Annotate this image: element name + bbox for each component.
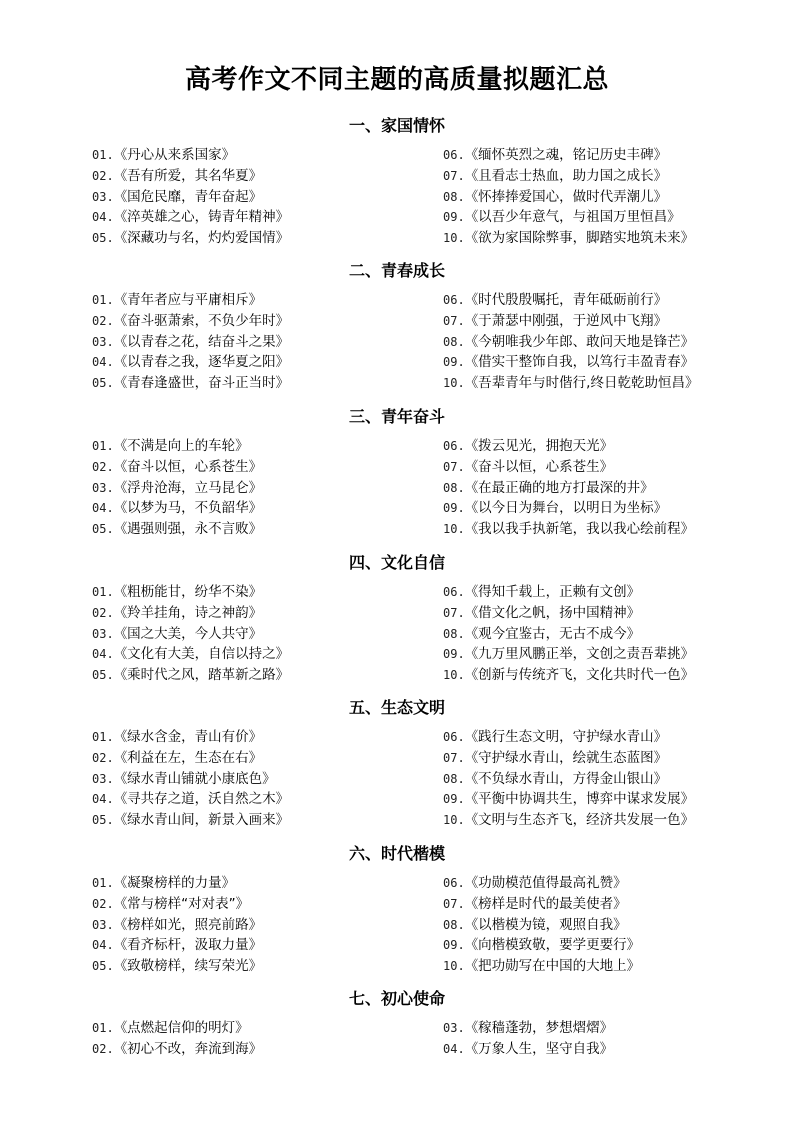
title-list-right xyxy=(443,582,763,686)
list-item xyxy=(443,478,763,499)
title-list-left xyxy=(92,436,437,540)
item-number: 07. xyxy=(443,605,465,620)
item-number: 02. xyxy=(92,313,114,328)
item-number: 03. xyxy=(92,771,114,786)
essay-title: 《以吾少年意气，与祖国万里恒昌》 xyxy=(464,209,681,226)
essay-title: 《奋斗驱萧索，不负少年时》 xyxy=(113,312,290,329)
item-number: 03. xyxy=(92,626,114,641)
essay-title: 《万象人生，坚守自我》 xyxy=(464,1040,614,1057)
item-number: 03. xyxy=(443,1021,465,1035)
list-item xyxy=(92,582,437,603)
essay-title: 《得知千载上，正赖有文创》 xyxy=(464,584,641,600)
item-number: 07. xyxy=(443,896,465,911)
item-number: 10. xyxy=(443,522,465,537)
essay-title: 《初心不改，奔流到海》 xyxy=(113,1040,263,1057)
essay-title: 《九万里风鹏正举，文创之责吾辈挑》 xyxy=(464,646,695,663)
list-item xyxy=(92,228,437,249)
essay-title: 《不负绿水青山，方得金山银山》 xyxy=(464,770,668,787)
essay-title: 《以今日为舞台，以明日为坐标》 xyxy=(464,500,668,517)
section-heading: 一、家国情怀 xyxy=(348,116,445,135)
item-number: 09. xyxy=(443,792,465,807)
title-list-left xyxy=(92,727,437,831)
section xyxy=(0,115,794,262)
item-number: 07. xyxy=(443,313,465,328)
essay-title: 《我以我手执新笔，我以我心绘前程》 xyxy=(464,521,695,538)
list-item xyxy=(443,748,763,769)
item-number: 04. xyxy=(92,938,114,953)
list-item xyxy=(92,624,437,645)
list-item xyxy=(443,665,763,686)
essay-title: 《乘时代之风，踏革新之路》 xyxy=(113,667,290,684)
document-title: 高考作文不同主题的高质量拟题汇总 xyxy=(184,65,609,95)
essay-title: 《青年者应与平庸相斥》 xyxy=(113,292,263,308)
list-item xyxy=(92,810,437,831)
list-item xyxy=(92,748,437,769)
title-list-right xyxy=(443,1018,763,1060)
list-item xyxy=(443,166,763,187)
item-number: 09. xyxy=(443,355,465,370)
item-number: 09. xyxy=(443,210,465,225)
essay-title: 《守护绿水青山，绘就生态蓝图》 xyxy=(464,749,668,766)
essay-title: 《看齐标杆，汲取力量》 xyxy=(113,937,263,954)
section-heading: 四、文化自信 xyxy=(348,553,445,572)
list-item xyxy=(443,457,763,478)
list-item xyxy=(443,956,763,977)
item-number: 10. xyxy=(443,668,465,683)
essay-title: 《功勋模范值得最高礼赞》 xyxy=(464,875,627,891)
list-item xyxy=(443,769,763,790)
essay-title: 《平衡中协调共生，博弈中谋求发展》 xyxy=(464,791,695,808)
essay-title: 《奋斗以恒，心系苍生》 xyxy=(113,458,263,475)
essay-title: 《致敬榜样，续写荣光》 xyxy=(113,958,263,975)
item-number: 01. xyxy=(92,585,114,599)
list-item xyxy=(443,810,763,831)
essay-title: 《绿水含金，青山有价》 xyxy=(113,729,263,745)
item-number: 05. xyxy=(92,668,114,683)
list-item xyxy=(443,644,763,665)
list-item xyxy=(443,1018,763,1039)
essay-title: 《奋斗以恒，心系苍生》 xyxy=(464,458,614,475)
item-number: 02. xyxy=(92,750,114,765)
item-number: 01. xyxy=(92,730,114,744)
item-number: 01. xyxy=(92,876,114,890)
item-number: 05. xyxy=(92,376,114,391)
item-number: 01. xyxy=(92,439,114,453)
section-heading: 三、青年奋斗 xyxy=(348,407,445,426)
essay-title: 《欲为家国除弊事，脚踏实地筑未来》 xyxy=(464,230,695,247)
list-item xyxy=(92,789,437,810)
section xyxy=(0,552,794,699)
title-list-left xyxy=(92,1018,437,1060)
essay-title: 《拨云见光，拥抱天光》 xyxy=(464,438,614,454)
list-item xyxy=(92,352,437,373)
section-heading: 六、时代楷模 xyxy=(348,844,445,863)
list-item xyxy=(92,290,437,311)
list-item xyxy=(443,894,763,915)
title-list-left xyxy=(92,873,437,977)
list-item xyxy=(92,436,437,457)
item-number: 03. xyxy=(92,480,114,495)
list-item xyxy=(443,207,763,228)
list-item xyxy=(443,290,763,311)
item-number: 02. xyxy=(92,1041,114,1056)
essay-title: 《丹心从来系国家》 xyxy=(113,147,236,163)
essay-title: 《今朝唯我少年郎、敢问天地是锋芒》 xyxy=(464,333,695,350)
item-number: 04. xyxy=(92,501,114,516)
list-item xyxy=(443,436,763,457)
essay-title: 《怀捧捧爱国心，做时代弄潮儿》 xyxy=(464,188,668,205)
item-number: 05. xyxy=(92,522,114,537)
list-item xyxy=(92,498,437,519)
list-item xyxy=(443,624,763,645)
item-number: 01. xyxy=(92,293,114,307)
item-number: 09. xyxy=(443,647,465,662)
list-item xyxy=(443,873,763,894)
title-list-right xyxy=(443,727,763,831)
essay-title: 《以梦为马，不负韶华》 xyxy=(113,500,263,517)
item-number: 06. xyxy=(443,585,465,599)
essay-title: 《深藏功与名，灼灼爱国情》 xyxy=(113,230,290,247)
essay-title: 《稼穑蓬勃，梦想熠熠》 xyxy=(464,1020,614,1036)
essay-title: 《榜样是时代的最美使者》 xyxy=(464,895,627,912)
list-item xyxy=(443,187,763,208)
title-list-left xyxy=(92,582,437,686)
list-item xyxy=(92,873,437,894)
list-item xyxy=(92,915,437,936)
item-number: 02. xyxy=(92,168,114,183)
item-number: 01. xyxy=(92,148,114,162)
title-list-right xyxy=(443,873,763,977)
list-item xyxy=(92,457,437,478)
item-number: 04. xyxy=(92,210,114,225)
list-item xyxy=(92,478,437,499)
item-number: 10. xyxy=(443,813,465,828)
essay-title: 《淬英雄之心，铸青年精神》 xyxy=(113,209,290,226)
essay-title: 《文化有大美，自信以持之》 xyxy=(113,646,290,663)
essay-title: 《借实干整饰自我，以笃行丰盈青春》 xyxy=(464,354,695,371)
list-item xyxy=(92,935,437,956)
section xyxy=(0,697,794,844)
list-item xyxy=(92,187,437,208)
section xyxy=(0,406,794,553)
list-item xyxy=(92,166,437,187)
essay-title: 《且看志士热血，助力国之成长》 xyxy=(464,167,668,184)
item-number: 08. xyxy=(443,480,465,495)
section xyxy=(0,988,794,1135)
item-number: 03. xyxy=(92,189,114,204)
essay-title: 《绿水青山间，新景入画来》 xyxy=(113,812,290,829)
essay-title: 《吾辈青年与时偕行,终日乾乾助恒昌》 xyxy=(464,375,699,392)
item-number: 01. xyxy=(92,1021,114,1035)
list-item xyxy=(92,727,437,748)
list-item xyxy=(443,352,763,373)
section-heading: 二、青春成长 xyxy=(348,261,445,280)
list-item xyxy=(443,228,763,249)
list-item xyxy=(443,311,763,332)
list-item xyxy=(443,332,763,353)
item-number: 09. xyxy=(443,938,465,953)
item-number: 09. xyxy=(443,501,465,516)
essay-title: 《文明与生态齐飞，经济共发展一色》 xyxy=(464,812,695,829)
essay-title: 《向楷模致敬，要学更要行》 xyxy=(464,937,641,954)
title-list-right xyxy=(443,290,763,394)
item-number: 08. xyxy=(443,626,465,641)
essay-title: 《羚羊挂角，诗之神韵》 xyxy=(113,604,263,621)
essay-title: 《以青春之花，结奋斗之果》 xyxy=(113,333,290,350)
list-item xyxy=(92,665,437,686)
item-number: 08. xyxy=(443,917,465,932)
list-item xyxy=(92,603,437,624)
item-number: 05. xyxy=(92,231,114,246)
item-number: 07. xyxy=(443,459,465,474)
item-number: 05. xyxy=(92,959,114,974)
essay-title: 《凝聚榜样的力量》 xyxy=(113,875,236,891)
item-number: 05. xyxy=(92,813,114,828)
item-number: 06. xyxy=(443,730,465,744)
essay-title: 《不满是向上的车轮》 xyxy=(113,438,249,454)
essay-title: 《借文化之帆，扬中国精神》 xyxy=(464,604,641,621)
list-item xyxy=(443,498,763,519)
item-number: 02. xyxy=(92,459,114,474)
item-number: 08. xyxy=(443,771,465,786)
list-item xyxy=(92,1039,437,1060)
item-number: 04. xyxy=(443,1041,465,1056)
title-list-right xyxy=(443,436,763,540)
list-item xyxy=(443,727,763,748)
essay-title: 《以青春之我，逐华夏之阳》 xyxy=(113,354,290,371)
essay-title: 《绿水青山铺就小康底色》 xyxy=(113,770,276,787)
item-number: 07. xyxy=(443,168,465,183)
list-item xyxy=(443,789,763,810)
essay-title: 《践行生态文明，守护绿水青山》 xyxy=(464,729,668,745)
list-item xyxy=(92,956,437,977)
essay-title: 《于萧瑟中刚强，于逆风中飞翔》 xyxy=(464,312,668,329)
essay-title: 《时代殷殷嘱托，青年砥砺前行》 xyxy=(464,292,668,308)
essay-title: 《把功勋写在中国的大地上》 xyxy=(464,958,641,975)
list-item xyxy=(92,207,437,228)
section-heading: 五、生态文明 xyxy=(348,698,445,717)
list-item xyxy=(92,311,437,332)
list-item xyxy=(92,1018,437,1039)
essay-title: 《榜样如光，照亮前路》 xyxy=(113,916,263,933)
essay-title: 《遇强则强，永不言败》 xyxy=(113,521,263,538)
essay-title: 《以楷模为镜，观照自我》 xyxy=(464,916,627,933)
item-number: 10. xyxy=(443,959,465,974)
essay-title: 《国危民靡，青年奋起》 xyxy=(113,188,263,205)
list-item xyxy=(443,373,763,394)
essay-title: 《吾有所爱，其名华夏》 xyxy=(113,167,263,184)
item-number: 04. xyxy=(92,792,114,807)
essay-title: 《在最正确的地方打最深的井》 xyxy=(464,479,654,496)
list-item xyxy=(92,373,437,394)
item-number: 02. xyxy=(92,896,114,911)
item-number: 06. xyxy=(443,293,465,307)
item-number: 06. xyxy=(443,876,465,890)
list-item xyxy=(92,894,437,915)
section-heading: 七、初心使命 xyxy=(348,989,445,1008)
title-list-right xyxy=(443,145,763,249)
essay-title: 《常与榜样“对对表”》 xyxy=(113,895,250,912)
essay-title: 《创新与传统齐飞，文化共时代一色》 xyxy=(464,667,695,684)
item-number: 08. xyxy=(443,189,465,204)
item-number: 03. xyxy=(92,917,114,932)
list-item xyxy=(92,332,437,353)
list-item xyxy=(443,915,763,936)
title-list-left xyxy=(92,290,437,394)
essay-title: 《浮舟沧海，立马昆仑》 xyxy=(113,479,263,496)
list-item xyxy=(443,582,763,603)
title-list-left xyxy=(92,145,437,249)
essay-title: 《利益在左，生态在右》 xyxy=(113,749,263,766)
essay-title: 《国之大美，今人共守》 xyxy=(113,625,263,642)
list-item xyxy=(92,769,437,790)
list-item xyxy=(443,145,763,166)
list-item xyxy=(92,519,437,540)
essay-title: 《寻共存之道，沃自然之木》 xyxy=(113,791,290,808)
list-item xyxy=(443,935,763,956)
essay-title: 《观今宜鉴古，无古不成今》 xyxy=(464,625,641,642)
item-number: 06. xyxy=(443,439,465,453)
list-item xyxy=(92,644,437,665)
list-item xyxy=(92,145,437,166)
item-number: 02. xyxy=(92,605,114,620)
section xyxy=(0,843,794,990)
section xyxy=(0,260,794,407)
item-number: 04. xyxy=(92,355,114,370)
essay-title: 《缅怀英烈之魂，铭记历史丰碑》 xyxy=(464,147,668,163)
list-item xyxy=(443,1039,763,1060)
essay-title: 《点燃起信仰的明灯》 xyxy=(113,1020,249,1036)
item-number: 06. xyxy=(443,148,465,162)
list-item xyxy=(443,603,763,624)
item-number: 10. xyxy=(443,231,465,246)
list-item xyxy=(443,519,763,540)
item-number: 03. xyxy=(92,334,114,349)
essay-title: 《粗枥能甘，纷华不染》 xyxy=(113,584,263,600)
item-number: 10. xyxy=(443,376,465,391)
item-number: 04. xyxy=(92,647,114,662)
item-number: 07. xyxy=(443,750,465,765)
item-number: 08. xyxy=(443,334,465,349)
essay-title: 《青春逢盛世，奋斗正当时》 xyxy=(113,375,290,392)
